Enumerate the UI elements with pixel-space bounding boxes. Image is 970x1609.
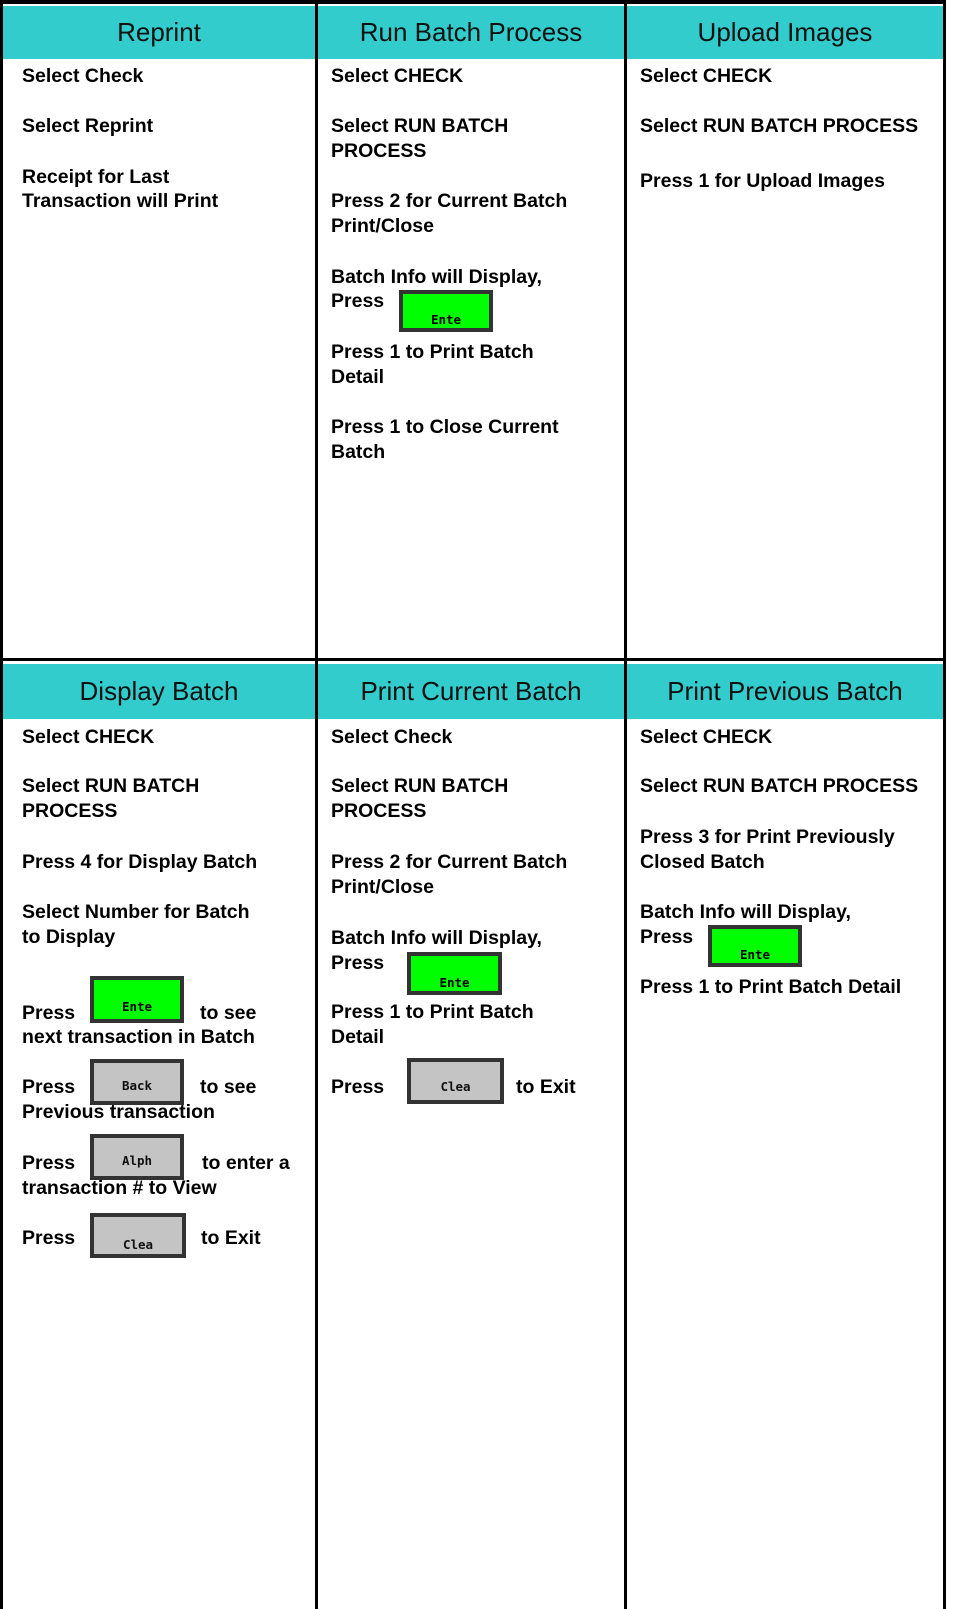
step-text: Select CHECK	[22, 726, 155, 748]
step-text: Batch Info will Display,	[640, 901, 851, 923]
enter-key-icon: Ente	[407, 952, 502, 995]
alpha-key-icon: Alph	[90, 1134, 184, 1180]
step-text: Select RUN BATCH	[331, 115, 509, 137]
back-key-icon: Back	[90, 1059, 184, 1105]
step-text: Press 1 for Upload Images	[640, 170, 885, 192]
divider-row	[0, 658, 946, 661]
step-text: Press 1 to Close Current	[331, 416, 559, 438]
divider-col-2	[624, 0, 627, 1609]
step-text: Press 1 to Print Batch Detail	[640, 976, 902, 998]
header-print-current-batch: Print Current Batch	[318, 664, 624, 719]
step-text: Press	[22, 1002, 76, 1024]
step-text: Select Check	[22, 65, 144, 87]
print-current-steps	[331, 725, 621, 1605]
run-batch-steps	[331, 64, 621, 644]
step-text: Press	[331, 952, 385, 974]
step-text: Press	[22, 1076, 76, 1098]
display-batch-steps	[22, 725, 312, 1605]
step-text: Press 2 for Current Batch	[331, 190, 568, 212]
header-print-previous-batch: Print Previous Batch	[627, 664, 943, 719]
step-text: Press	[331, 1076, 385, 1098]
step-text: Press 1 to Print Batch	[331, 341, 534, 363]
clear-key-icon: Clea	[407, 1058, 504, 1104]
step-text: Detail	[331, 366, 385, 388]
step-text: PROCESS	[331, 140, 427, 162]
step-text: to Exit	[516, 1076, 576, 1098]
step-text: Print/Close	[331, 215, 434, 237]
step-text: Press 3 for Print Previously	[640, 826, 895, 848]
enter-key-icon: Ente	[708, 925, 802, 967]
divider-col-1	[315, 0, 318, 1609]
enter-key-icon: Ente	[399, 290, 493, 332]
step-text: Select RUN BATCH PROCESS	[640, 115, 919, 137]
reprint-steps	[22, 64, 312, 644]
step-text: next transaction in Batch	[22, 1026, 255, 1048]
step-text: Batch Info will Display,	[331, 927, 542, 949]
step-text: Select RUN BATCH	[22, 775, 200, 797]
step-text: Press	[22, 1227, 76, 1249]
header-upload-images: Upload Images	[627, 6, 943, 59]
step-text: Select Reprint	[22, 115, 154, 137]
step-text: Receipt for Last	[22, 166, 170, 188]
step-text: Press 2 for Current Batch	[331, 851, 568, 873]
step-text: Select RUN BATCH	[331, 775, 509, 797]
step-text: transaction # to View	[22, 1177, 217, 1199]
clear-key-icon: Clea	[90, 1213, 186, 1258]
step-text: Select RUN BATCH PROCESS	[640, 775, 919, 797]
step-text: Transaction will Print	[22, 190, 219, 212]
right-border	[943, 0, 946, 1609]
step-text: Select CHECK	[640, 65, 773, 87]
step-text: Press 4 for Display Batch	[22, 851, 258, 873]
step-text: PROCESS	[22, 800, 118, 822]
step-text: Press	[331, 290, 385, 312]
step-text: Print/Close	[331, 876, 434, 898]
step-text: Previous transaction	[22, 1101, 215, 1123]
step-text: Select Number for Batch	[22, 901, 250, 923]
step-text: to Exit	[201, 1227, 261, 1249]
step-text: Select CHECK	[331, 65, 464, 87]
step-text: Batch Info will Display,	[331, 266, 542, 288]
header-reprint: Reprint	[3, 6, 315, 59]
step-text: to enter a	[202, 1152, 290, 1174]
header-display-batch: Display Batch	[3, 664, 315, 719]
step-text: Detail	[331, 1026, 385, 1048]
step-text: Press 1 to Print Batch	[331, 1001, 534, 1023]
header-run-batch-process: Run Batch Process	[318, 6, 624, 59]
step-text: Select Check	[331, 726, 453, 748]
left-border	[0, 0, 3, 1609]
enter-key-icon: Ente	[90, 976, 184, 1023]
step-text: to see	[200, 1002, 257, 1024]
top-border	[0, 0, 946, 4]
upload-images-steps	[640, 64, 942, 644]
step-text: Press	[22, 1152, 76, 1174]
step-text: Select CHECK	[640, 726, 773, 748]
step-text: to Display	[22, 926, 116, 948]
step-text: Press	[640, 926, 694, 948]
step-text: Batch	[331, 441, 386, 463]
print-previous-steps	[640, 725, 942, 1605]
step-text: PROCESS	[331, 800, 427, 822]
step-text: Closed Batch	[640, 851, 765, 873]
step-text: to see	[200, 1076, 257, 1098]
